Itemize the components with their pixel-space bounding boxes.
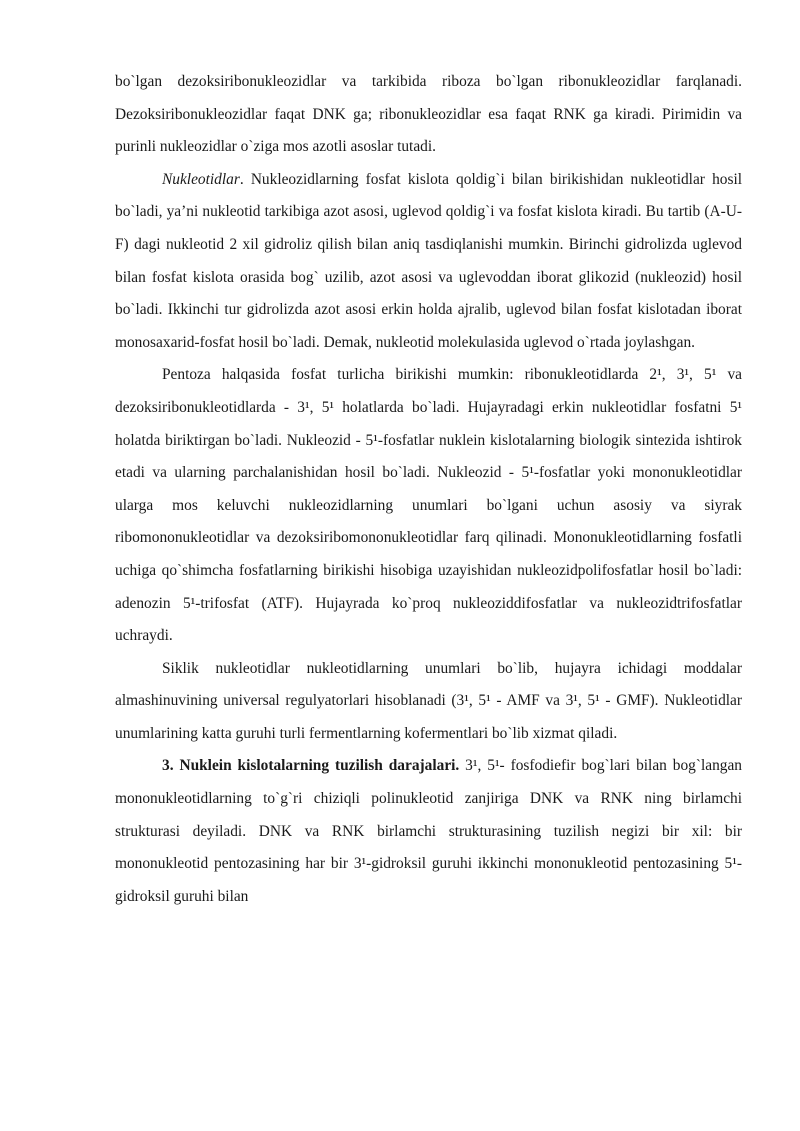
- section-heading: 3. Nuklein kislotalarning tuzilish darajalari.: [162, 757, 460, 775]
- paragraph-pentose-phosphate: Pentoza halqasida fosfat turlicha birikishi mumkin: ribonukleotidlarda 2¹, 3¹, 5¹ va dezoksiribonukleotidlarda - 3¹, 5¹ holatlarda bo`ladi. Hujayradagi erkin nukleotidlar fosfatni 5¹ holatda biriktirgan bo`ladi. Nukleozid - 5¹-fosfatlar nuklein kislotalarning biologik sintezida ishtirok etadi va ularning parchalanishidan hosil bo`ladi. Nukleozid - 5¹-fosfatlar yoki mononukleotidlar ularga mos keluvchi nukleozidlarning unumlari bo`lgani uchun asosiy va siyrak ribomononukleotidlar va dezoksiribomononukleotidlar farq qilinadi. Mononukleotidlarning fosfatli uchiga qo`shimcha fosfatlarning birikishi hisobiga uzayishidan nukleozidpolifosfatlar hosil bo`ladi: adenozin 5¹-trifosfat (ATF). Hujayrada ko`proq nukleoziddifosfatlar va nukleozidtrifosfatlar uchraydi.: [115, 366, 742, 645]
- paragraph-structure-levels: [115, 750, 742, 913]
- paragraph-structure-levels-body: 3¹, 5¹- fosfodiefir bog`lari bilan bog`langan mononukleotidlarning to`g`ri chiziqli polinukleotid zanjiriga DNK va RNK ning birlamchi strukturasi deyiladi. DNK va RNK birlamchi strukturasining tuzilish negizi bir xil: bir mononukleotid pentozasining har bir 3¹-gidroksil guruhi ikkinchi mononukleotid pentozasining 5¹-gidroksil guruhi bilan: [115, 757, 742, 905]
- paragraph-nucleotides-body: . Nukleozidlarning fosfat kislota qoldig`i bilan birikishidan nukleotidlar hosil bo`ladi, ya’ni nukleotid tarkibiga azot asosi, uglevod qoldig`i va fosfat kislota kiradi. Bu tartib (A-U-F) dagi nukleotid 2 xil gidroliz qilish bilan aniq tasdiqlanishi mumkin. Birinchi gidrolizda uglevod bilan fosfat kislota orasida bog` uzilib, azot asosi va uglevoddan iborat glikozid (nukleozid) hosil bo`ladi. Ikkinchi tur gidrolizda azot asosi erkin holda ajralib, uglevod bilan fosfat kislotadan iborat monosaxarid-fosfat hosil bo`ladi. Demak, nukleotid molekulasida uglevod o`rtada joylashgan.: [115, 170, 742, 351]
- paragraph-cyclic-nucleotides: Siklik nukleotidlar nukleotidlarning unumlari bo`lib, hujayra ichidagi moddalar almashinuvining universal regulyatorlari hisoblanadi (3¹, 5¹ - AMF va 3¹, 5¹ - GMF). Nukleotidlar unumlarining katta guruhi turli fermentlarning kofermentlari bo`lib xizmat qiladi.: [115, 659, 742, 742]
- term-nukleotidlar: Nukleotidlar: [162, 170, 240, 188]
- paragraph-nucleosides-end: bo`lgan dezoksiribonukleozidlar va tarkibida riboza bo`lgan ribonukleozidlar farqlanadi. Dezoksiribonukleozidlar faqat DNK ga; ribonukleozidlar esa faqat RNK ga kiradi. Pirimidin va purinli nukleozidlar o`ziga mos azotli asoslar tutadi.: [115, 73, 742, 156]
- document-page: [115, 66, 742, 913]
- paragraph-nucleotides: [115, 164, 742, 360]
